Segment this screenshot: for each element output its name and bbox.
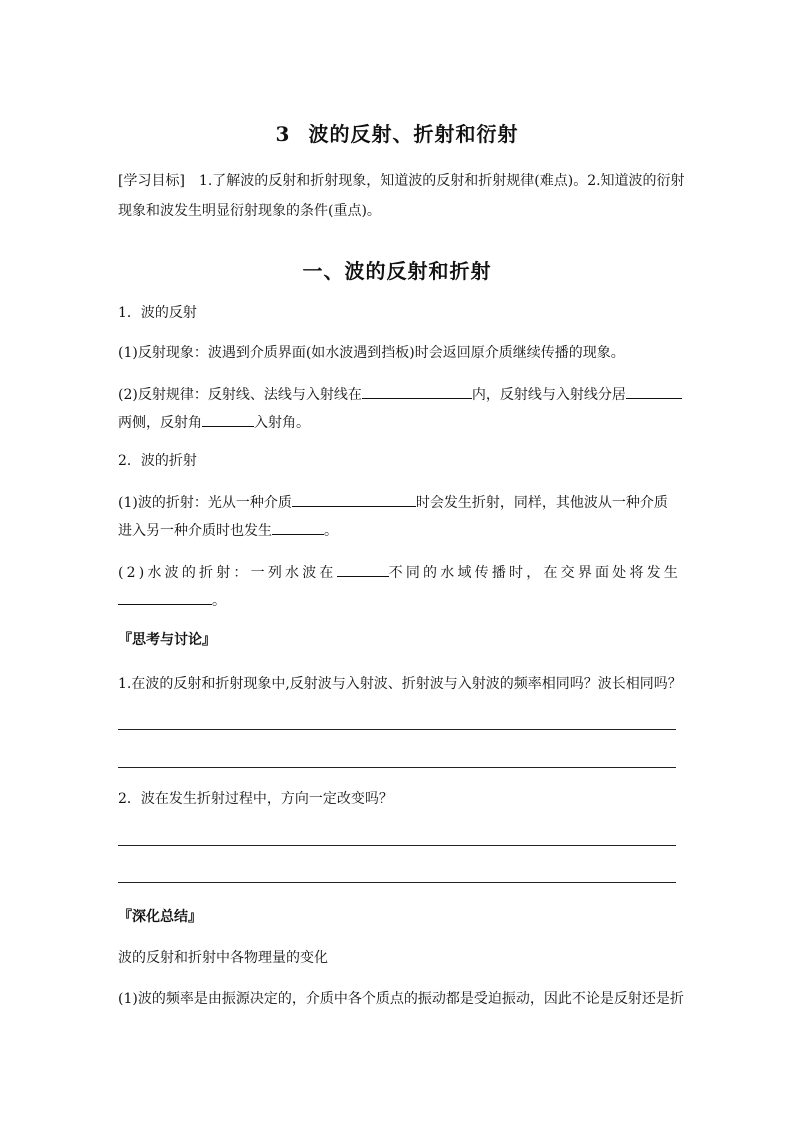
reflection-law-text-a: (2)反射规律：反射线、法线与入射线在 bbox=[118, 387, 362, 403]
reflection-law-line-2 bbox=[118, 411, 310, 433]
title-number: 3 bbox=[275, 122, 291, 146]
reflection-law-text-c: 两侧，反射角 bbox=[118, 415, 202, 431]
refraction-heading: 2．波的折射 bbox=[118, 453, 197, 469]
reflection-law-line-1 bbox=[118, 383, 682, 405]
learning-goals-line-1: [学习目标] 1.了解波的反射和折射现象，知道波的反射和折射规律(难点)。2.知道波的衍射 bbox=[118, 173, 685, 189]
reflection-law-text-d: 入射角。 bbox=[254, 415, 310, 431]
blank-depth[interactable] bbox=[337, 561, 389, 577]
water-wave-text-a: (2)水波的折射：一列水波在 bbox=[118, 565, 337, 581]
blank-water-refraction[interactable] bbox=[118, 589, 212, 605]
page-title bbox=[0, 118, 794, 147]
refraction-definition-line-2 bbox=[118, 519, 338, 541]
blank-angle-relation[interactable] bbox=[202, 411, 254, 427]
answer-line-1[interactable] bbox=[118, 729, 676, 730]
learning-goals-line-2: 现象和波发生明显衍射现象的条件(重点)。 bbox=[118, 203, 381, 219]
water-wave-text-c: 。 bbox=[212, 593, 226, 609]
reflection-phenomenon: (1)反射现象：波遇到介质界面(如水波遇到挡板)时会返回原介质继续传播的现象。 bbox=[118, 345, 625, 361]
blank-sides[interactable] bbox=[626, 383, 682, 399]
refraction-text-d: 。 bbox=[324, 523, 338, 539]
water-wave-text-b: 不同的水域传播时，在交界面处将发生 bbox=[388, 565, 682, 581]
blank-medium-entry[interactable] bbox=[292, 491, 416, 507]
discussion-question-1: 1.在波的反射和折射现象中,反射波与入射波、折射波与入射波的频率相同吗？波长相同吗？ bbox=[118, 676, 682, 692]
summary-intro: 波的反射和折射中各物理量的变化 bbox=[118, 950, 328, 966]
reflection-heading: 1．波的反射 bbox=[118, 305, 197, 321]
answer-line-2[interactable] bbox=[118, 767, 676, 768]
water-wave-line-1 bbox=[118, 561, 681, 583]
blank-plane[interactable] bbox=[362, 383, 472, 399]
refraction-text-c: 进入另一种介质时也发生 bbox=[118, 523, 272, 539]
answer-line-3[interactable] bbox=[118, 845, 676, 846]
summary-paragraph-1: (1)波的频率是由振源决定的，介质中各个质点的振动都是受迫振动，因此不论是反射还是折 bbox=[118, 991, 684, 1007]
refraction-text-b: 时会发生折射，同样，其他波从一种介质 bbox=[415, 495, 668, 511]
discussion-label: 『思考与讨论』 bbox=[118, 632, 216, 648]
title-text: 波的反射、折射和衍射 bbox=[308, 122, 519, 146]
discussion-question-2: 2．波在发生折射过程中，方向一定改变吗？ bbox=[118, 791, 393, 807]
refraction-text-a: (1)波的折射：光从一种介质 bbox=[118, 495, 292, 511]
water-wave-line-2 bbox=[118, 589, 226, 611]
refraction-definition-line-1 bbox=[118, 491, 668, 513]
blank-refraction[interactable] bbox=[272, 519, 324, 535]
answer-line-4[interactable] bbox=[118, 882, 676, 883]
section-heading: 一、波的反射和折射 bbox=[302, 259, 492, 283]
reflection-law-text-b: 内，反射线与入射线分居 bbox=[471, 387, 626, 403]
summary-label: 『深化总结』 bbox=[118, 909, 202, 925]
